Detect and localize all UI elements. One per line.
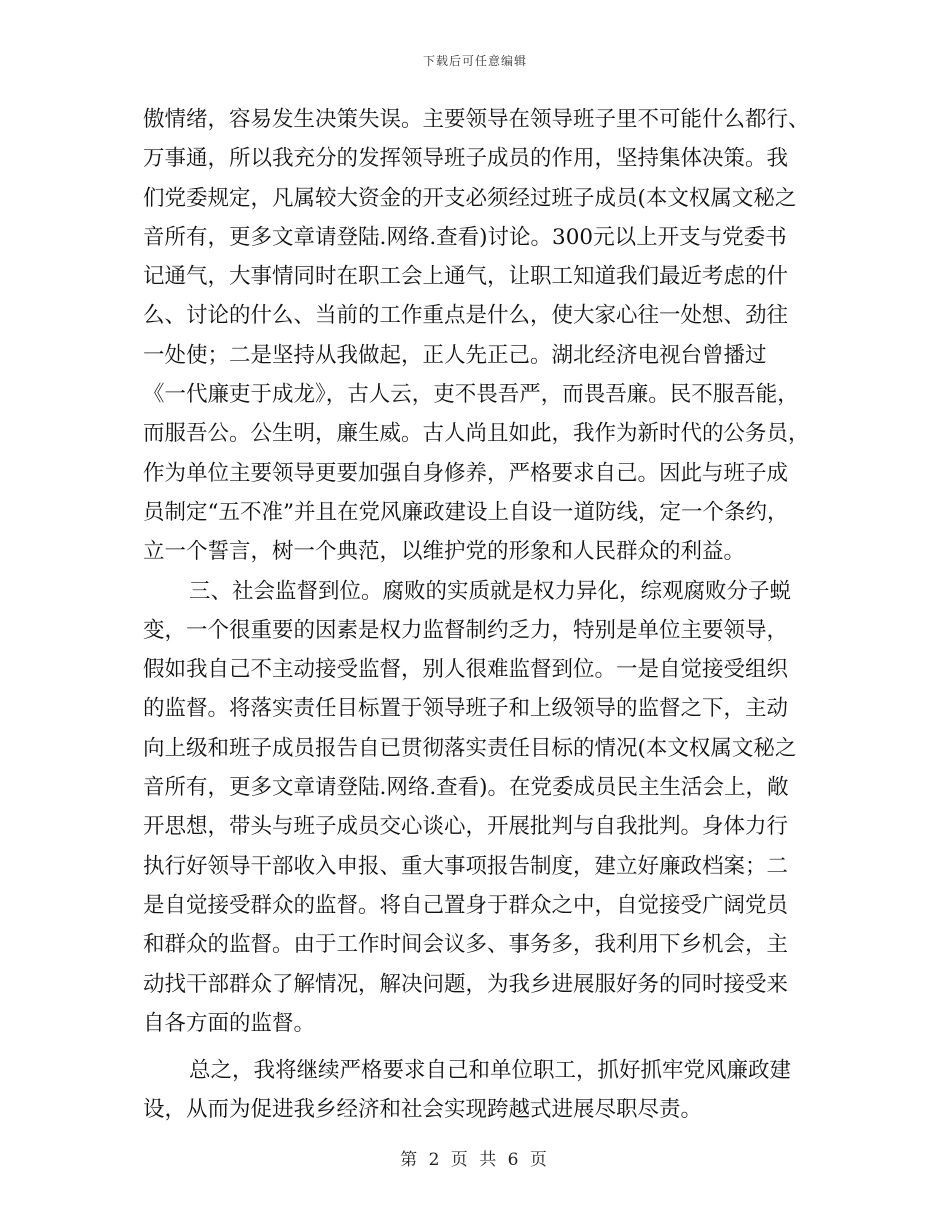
text-line: 员制定“五不准”并且在党风廉政建设上自设一道防线，定一个条约，	[143, 499, 789, 525]
text-line: 开思想，带头与班子成员交心谈心，开展批判与自我批判。身体力行	[143, 814, 789, 840]
paragraph-start-line: 三、社会监督到位。腐败的实质就是权力异化，综观腐败分子蜕	[189, 578, 792, 604]
text-line: 动找干部群众了解情况，解决问题，为我乡进展服好务的同时接受来	[143, 971, 789, 997]
text-line: 《一代廉吏于成龙》，古人云，吏不畏吾严，而畏吾廉。民不服吾能，	[143, 382, 799, 408]
text-line: 万事通，所以我充分的发挥领导班子成员的作用，坚持集体决策。我	[143, 146, 789, 172]
paragraph-gap	[143, 1043, 813, 1051]
text-line: 么、讨论的什么、当前的工作重点是什么，使大家心往一处想、劲往	[143, 303, 789, 329]
text-line: 作为单位主要领导更要加强自身修养，严格要求自己。因此与班子成	[143, 460, 789, 486]
text-line: 向上级和班子成员报告自已贯彻落实责任目标的情况(本文权属文秘之	[143, 735, 797, 761]
text-line: 而服吾公。公生明，廉生威。古人尚且如此，我作为新时代的公务员，	[143, 421, 810, 447]
text-line: 傲情绪，容易发生决策失误。主要领导在领导班子里不可能什么都行、	[143, 107, 810, 132]
text-line: 自各方面的监督。	[143, 1010, 316, 1036]
text-line: 是自觉接受群众的监督。将自己置身于群众之中，自觉接受广阔党员	[143, 892, 789, 918]
text-line: 记通气，大事情同时在职工会上通气，让职工知道我们最近考虑的什	[143, 264, 789, 290]
text-line: 音所有，更多文章请登陆.网络.查看)。在党委成员民主生活会上，敞	[143, 775, 789, 801]
text-line: 假如我自己不主动接受监督，别人很难监督到位。一是自觉接受组织	[143, 657, 789, 683]
text-line: 执行好领导干部收入申报、重大事项报告制度，建立好廉政档案；二	[143, 853, 789, 879]
page-footer: 第 2 页 共 6 页	[400, 1150, 550, 1170]
text-line: 设，从而为促进我乡经济和社会实现跨越式进展尽职尽责。	[143, 1097, 703, 1123]
document-body	[143, 100, 813, 1130]
text-line: 和群众的监督。由于工作时间会议多、事务多，我利用下乡机会，主	[143, 932, 789, 958]
paragraph-start-line: 总之，我将继续严格要求自己和单位职工，抓好抓牢党风廉政建	[189, 1058, 792, 1084]
text-line: 变，一个很重要的因素是权力监督制约乏力，特别是单位主要领导，	[143, 617, 789, 643]
text-line: 的监督。将落实责任目标置于领导班子和上级领导的监督之下，主动	[143, 696, 789, 722]
text-line: 一处使；二是坚持从我做起，正人先正己。湖北经济电视台曾播过	[143, 342, 767, 368]
text-line: 音所有，更多文章请登陆.网络.查看)讨论。300元以上开支与党委书	[143, 224, 787, 250]
text-line: 们党委规定，凡属较大资金的开支必须经过班子成员(本文权属文秘之	[143, 185, 797, 211]
page-header: 下载后可任意编辑	[422, 54, 527, 68]
text-line: 立一个誓言，树一个典范，以维护党的形象和人民群众的利益。	[143, 539, 746, 565]
